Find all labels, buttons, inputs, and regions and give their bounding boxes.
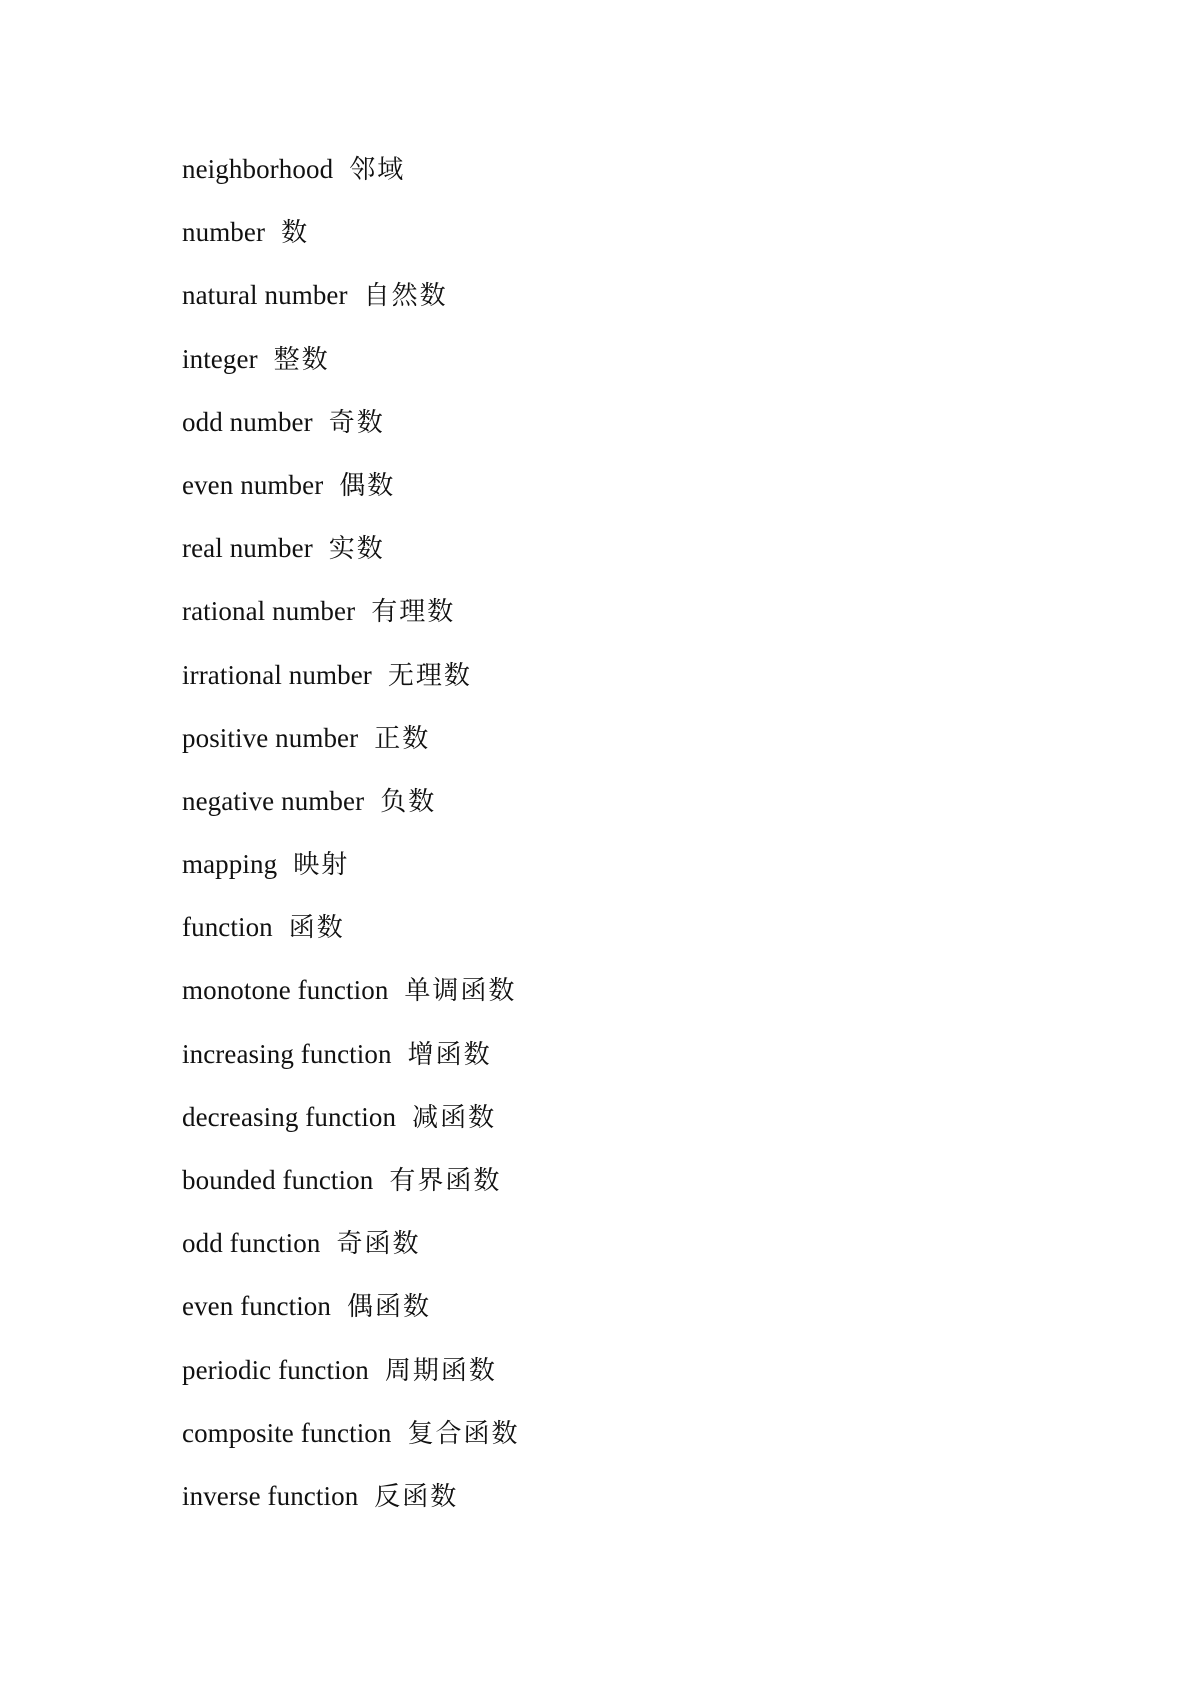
term-chinese: 有理数 [371, 597, 456, 628]
glossary-entry [182, 470, 520, 533]
term-english: inverse function [182, 1480, 359, 1511]
term-english: irrational number [182, 659, 372, 690]
glossary-entry [182, 280, 520, 343]
term-chinese: 偶函数 [347, 1292, 432, 1323]
term-english: neighborhood [182, 154, 334, 184]
glossary-entry [182, 533, 520, 596]
term-chinese: 有界函数 [389, 1166, 502, 1196]
glossary-entry [182, 344, 520, 407]
term-english: rational number [182, 596, 356, 627]
term-chinese: 自然数 [363, 281, 448, 312]
glossary-entry [182, 849, 520, 912]
term-chinese: 映射 [293, 850, 350, 881]
term-chinese: 邻域 [349, 155, 406, 185]
term-chinese: 复合函数 [407, 1418, 520, 1449]
glossary-entry [182, 1291, 520, 1354]
term-chinese: 正数 [374, 723, 431, 754]
term-english: natural number [182, 280, 348, 311]
glossary-entry [182, 912, 520, 975]
term-chinese: 负数 [380, 786, 437, 817]
glossary-entry [182, 1228, 520, 1291]
glossary-entry [182, 660, 520, 723]
term-chinese: 函数 [288, 913, 345, 944]
glossary-entry [182, 1355, 520, 1418]
term-chinese: 增函数 [407, 1039, 492, 1070]
term-english: real number [182, 533, 313, 564]
term-english: positive number [182, 722, 359, 753]
term-english: decreasing function [182, 1101, 397, 1132]
glossary-entry [182, 596, 520, 659]
term-english: even function [182, 1291, 331, 1322]
term-english: number [182, 217, 266, 248]
term-english: increasing function [182, 1038, 392, 1069]
term-chinese: 偶数 [339, 470, 396, 501]
glossary-list [182, 154, 520, 1544]
glossary-entry [182, 1102, 520, 1165]
term-chinese: 整数 [273, 344, 330, 375]
glossary-entry [182, 407, 520, 470]
term-english: odd number [182, 406, 313, 437]
term-english: mapping [182, 849, 278, 880]
term-chinese: 反函数 [374, 1481, 459, 1512]
glossary-entry [182, 1418, 520, 1481]
term-english: monotone function [182, 975, 389, 1006]
term-chinese: 数 [281, 218, 310, 249]
term-chinese: 奇函数 [336, 1229, 421, 1260]
term-chinese: 实数 [328, 534, 385, 565]
term-chinese: 奇数 [328, 407, 385, 438]
term-chinese: 减函数 [412, 1102, 497, 1133]
term-english: periodic function [182, 1354, 369, 1385]
glossary-entry [182, 1165, 520, 1228]
glossary-entry [182, 1481, 520, 1544]
term-english: negative number [182, 785, 365, 816]
term-english: function [182, 912, 273, 943]
glossary-entry [182, 154, 520, 217]
glossary-entry [182, 217, 520, 280]
term-english: bounded function [182, 1165, 374, 1195]
glossary-entry [182, 975, 520, 1038]
glossary-entry [182, 786, 520, 849]
term-english: odd function [182, 1228, 321, 1259]
term-chinese: 周期函数 [384, 1355, 497, 1386]
term-chinese: 单调函数 [404, 976, 517, 1007]
term-chinese: 无理数 [387, 660, 472, 691]
term-english: integer [182, 343, 258, 374]
glossary-entry [182, 1039, 520, 1102]
term-english: even number [182, 469, 324, 500]
term-english: composite function [182, 1417, 392, 1448]
glossary-entry [182, 723, 520, 786]
